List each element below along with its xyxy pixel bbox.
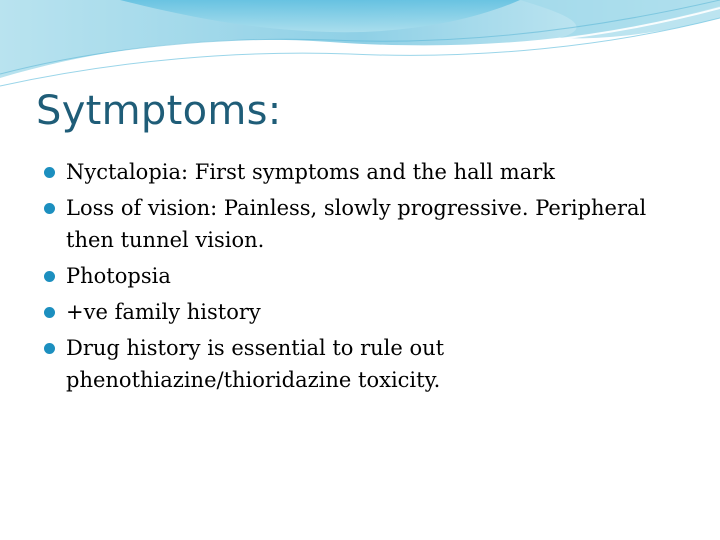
list-item <box>42 332 682 396</box>
bullet-icon <box>44 271 55 282</box>
list-item <box>42 260 682 292</box>
bullet-icon <box>44 167 55 178</box>
bullet-list <box>42 156 682 400</box>
list-item <box>42 192 682 256</box>
header-wave-decoration <box>0 0 720 90</box>
bullet-text: Nyctalopia: First symptoms and the hall mark <box>66 160 555 184</box>
bullet-icon <box>44 203 55 214</box>
list-item <box>42 296 682 328</box>
bullet-text: Photopsia <box>66 264 171 288</box>
bullet-text: +ve family history <box>66 300 261 324</box>
bullet-icon <box>44 307 55 318</box>
list-item <box>42 156 682 188</box>
slide-title: Sytmptoms: <box>36 88 282 134</box>
bullet-text: Drug history is essential to rule out phenothiazine/thioridazine toxicity. <box>66 336 445 392</box>
bullet-icon <box>44 343 55 354</box>
bullet-text: Loss of vision: Painless, slowly progressive. Peripheral then tunnel vision. <box>66 196 647 252</box>
